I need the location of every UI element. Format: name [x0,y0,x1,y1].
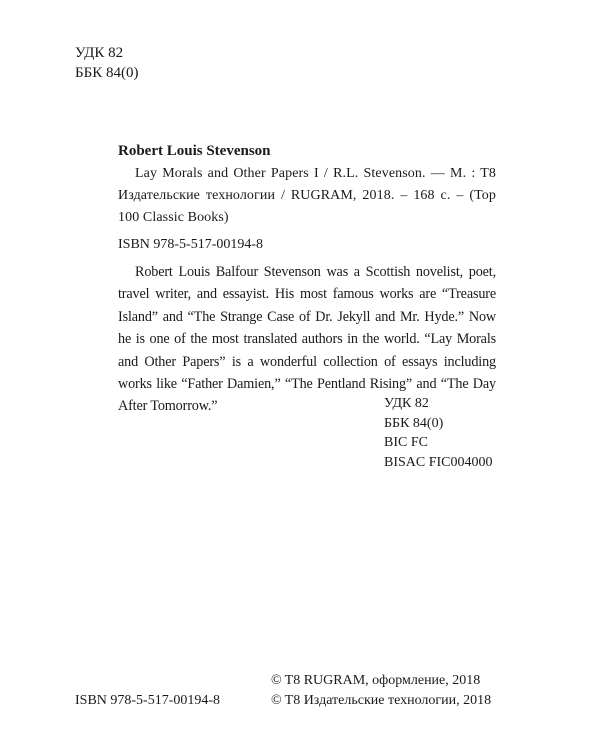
copyright-line [271,691,491,711]
bbk-code: ББК 84(0) [75,65,139,81]
copyright-text: T8 RUGRAM, оформление, 2018 [284,673,481,688]
classification-block [384,394,493,472]
bibliographic-description: Lay Morals and Other Papers I / R.L. Stevenson. — M. : T8 Издательские технологии / RUGRAM, 2018. – 168 с. – (Top 100 Classic Books) [118,166,496,225]
udk-code: УДК 82 [75,45,124,61]
bic-code: BIC FC [384,435,428,450]
isbn-bottom: ISBN 978-5-517-00194-8 [75,693,221,708]
isbn-main: ISBN 978-5-517-00194-8 [118,237,264,252]
udk-code: УДК 82 [384,396,429,411]
copyright-notice [271,671,491,711]
author-name: Robert Louis Stevenson [118,143,271,159]
bbk-code: ББК 84(0) [384,415,444,431]
copyright-line [271,671,491,691]
annotation-paragraph: Robert Louis Balfour Stevenson was a Scottish novelist, poet, travel writer, and essayist. His most famous works are “Treasure Island” and “The Strange Case of Dr. Jekyll and Mr. Hyde.” Now he is one of the most translated authors in the world. “Lay Morals and Other Papers” is a wonderful collection of essays including works like “Father Damien,” “The Pentland Rising” and “The Day After Tomorrow.” [118,264,496,415]
top-classification [75,43,138,83]
copyright-symbol: © [271,673,282,688]
copyright-symbol: © [271,693,282,708]
copyright-text: T8 Издательские технологии, 2018 [284,693,492,708]
bisac-code: BISAC FIC004000 [384,454,493,470]
